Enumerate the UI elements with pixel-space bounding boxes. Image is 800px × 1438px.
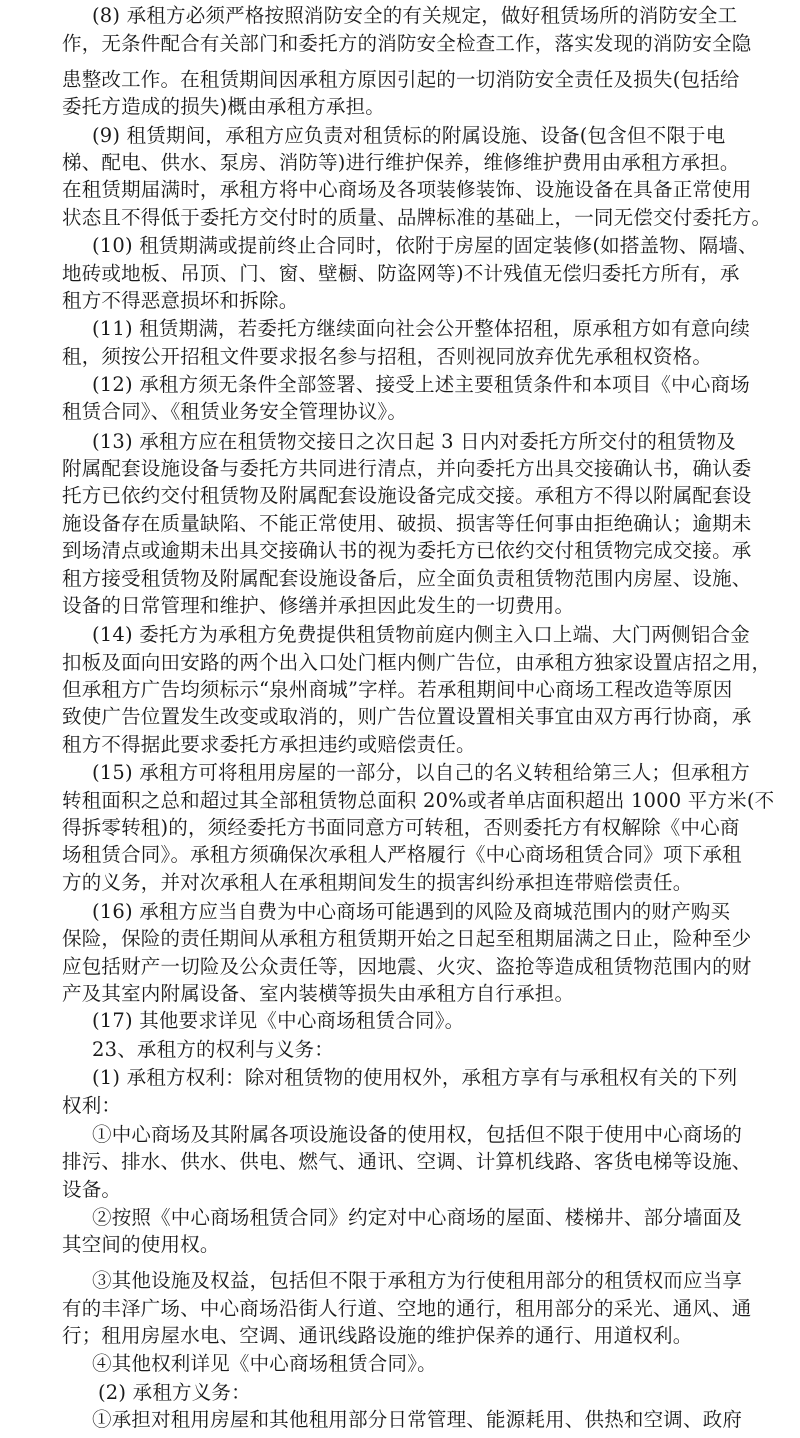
text-line: ②按照《中心商场租赁合同》约定对中心商场的屋面、楼梯井、部分墙面及 — [92, 1206, 743, 1229]
text-line: 租方接受租赁物及附属配套设施设备后，应全面负责租赁物范围内房屋、设施、 — [62, 567, 752, 590]
text-line: (15) 承租方可将租用房屋的一部分，以自己的名义转租给第三人；但承租方 — [92, 761, 750, 784]
text-line: 场租赁合同》。承租方须确保次承租人严格履行《中心商场租赁合同》项下承租 — [62, 843, 742, 866]
text-line: 租赁合同》、《租赁业务安全管理协议》。 — [62, 400, 408, 423]
text-line: 梯、配电、供水、泵房、消防等)进行维护保养，维修维护费用由承租方承担。 — [62, 151, 740, 174]
text-line: ④其他权利详见《中心商场租赁合同》。 — [92, 1352, 437, 1375]
text-line: 设备的日常管理和维护、修缮并承担因此发生的一切费用。 — [62, 594, 575, 617]
text-line: 产及其室内附属设备、室内装横等损失由承租方自行承担。 — [62, 982, 575, 1005]
text-line: (8) 承租方必须严格按照消防安全的有关规定，做好租赁场所的消防安全工 — [92, 4, 738, 27]
text-line: 托方已依约交付租赁物及附属配套设施设备完成交接。承租方不得以附属配套设 — [62, 484, 752, 507]
text-line: (12) 承租方须无条件全部签署、接受上述主要租赁条件和本项目《中心商场 — [92, 373, 750, 396]
text-line: (11) 租赁期满，若委托方继续面向社会公开整体招租，原承租方如有意向续 — [92, 317, 750, 340]
text-line: (1) 承租方权利：除对租赁物的使用权外，承租方享有与承租权有关的下列 — [92, 1066, 738, 1089]
text-line: 致使广告位置发生改变或取消的，则广告位置设置相关事宜由双方再行协商，承 — [62, 705, 752, 728]
text-line: 应包括财产一切险及公众责任等，因地震、火灾、盗抢等造成租赁物范围内的财 — [62, 955, 752, 978]
text-line: (16) 承租方应当自费为中心商场可能遇到的风险及商城范围内的财产购买 — [92, 900, 731, 923]
text-line: 施设备存在质量缺陷、不能正常使用、破损、损害等任何事由拒绝确认；逾期未 — [62, 512, 752, 535]
text-line: 到场清点或逾期未出具交接确认书的视为委托方已依约交付租赁物完成交接。承 — [62, 539, 752, 562]
text-line: 设备。 — [62, 1178, 122, 1201]
text-line: 行；租用房屋水电、空调、通讯线路设施的维护保养的通行、用道权利。 — [62, 1324, 693, 1347]
text-line: (10) 租赁期满或提前终止合同时，依附于房屋的固定装修(如搭盖物、隔墙、 — [92, 234, 758, 257]
text-line: 租方不得据此要求委托方承担违约或赔偿责任。 — [62, 733, 476, 756]
text-line: 患整改工作。在租赁期间因承租方原因引起的一切消防安全责任及损失(包括给 — [62, 68, 740, 91]
text-line: 得拆零转租)的，须经委托方书面同意方可转租，否则委托方有权解除《中心商 — [62, 816, 740, 839]
text-line: 委托方造成的损失)概由承租方承担。 — [62, 95, 386, 118]
text-line: 租，须按公开招租文件要求报名参与招租，否则视同放弃优先承租权资格。 — [62, 345, 713, 368]
text-line: ①承担对租用房屋和其他租用部分日常管理、能源耗用、供热和空调、政府 — [92, 1408, 743, 1431]
text-line: (9) 租赁期间，承租方应负责对租赁标的附属设施、设备(包含但不限于电 — [92, 124, 726, 147]
text-line: 地砖或地板、吊顶、门、窗、壁橱、防盗网等)不计残值无偿归委托方所有，承 — [62, 262, 740, 285]
text-line: (14) 委托方为承租方免费提供租赁物前庭内侧主入口上端、大门两侧铝合金 — [92, 623, 750, 646]
text-line: 方的义务，并对次承租人在承租期间发生的损害纠纷承担连带赔偿责任。 — [62, 871, 693, 894]
text-line: 有的丰泽广场、中心商场沿街人行道、空地的通行，租用部分的采光、通风、通 — [62, 1297, 752, 1320]
text-line: 保险，保险的责任期间从承租方租赁期开始之日起至租期届满之日止，险种至少 — [62, 927, 752, 950]
text-line: ③其他设施及权益，包括但不限于承租方为行使租用部分的租赁权而应当享 — [92, 1269, 743, 1292]
text-line: (2) 承租方义务： — [98, 1381, 251, 1404]
text-line: 租方不得恶意损坏和拆除。 — [62, 289, 299, 312]
text-line: 在租赁期届满时，承租方将中心商场及各项装修装饰、设施设备在具备正常使用 — [62, 178, 752, 201]
text-line: (17) 其他要求详见《中心商场租赁合同》。 — [92, 1009, 465, 1032]
text-line: 状态且不得低于委托方交付时的质量、品牌标准的基础上，一同无偿交付委托方。 — [62, 206, 772, 229]
text-line: ①中心商场及其附属各项设施设备的使用权，包括但不限于使用中心商场的 — [92, 1123, 743, 1146]
text-line: 附属配套设施设备与委托方共同进行清点，并向委托方出具交接确认书，确认委 — [62, 457, 752, 480]
text-line: 权利： — [62, 1094, 122, 1117]
text-line: 作，无条件配合有关部门和委托方的消防安全检查工作，落实发现的消防安全隐 — [62, 32, 752, 55]
text-line: 但承租方广告均须标示“泉州商城”字样。若承租期间中心商场工程改造等原因 — [62, 678, 733, 701]
text-line: 排污、排水、供水、供电、燃气、通讯、空调、计算机线路、客货电梯等设施、 — [62, 1150, 752, 1173]
text-line: (13) 承租方应在租赁物交接日之次日起 3 日内对委托方所交付的租赁物及 — [92, 430, 736, 453]
text-line: 其空间的使用权。 — [62, 1233, 220, 1256]
text-line: 转租面积之总和超过其全部租赁物总面积 20%或者单店面积超出 1000 平方米(不 — [62, 789, 775, 812]
text-line: 扣板及面向田安路的两个出入口处门框内侧广告位，由承租方独家设置店招之用， — [62, 651, 772, 674]
text-line: 23、承租方的权利与义务： — [92, 1038, 334, 1061]
